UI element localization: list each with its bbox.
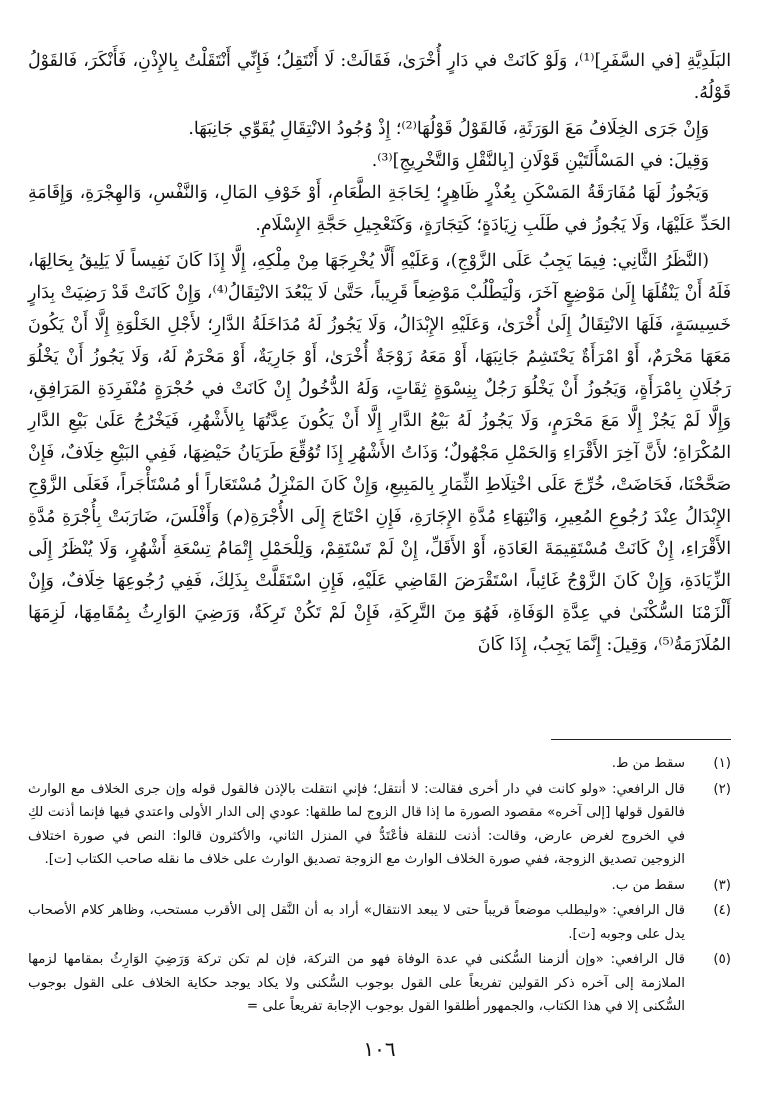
page-number: ١٠٦: [363, 1037, 396, 1061]
footnote-text: قال الرافعي: «ولو كانت في دار أخرى فقالت: لا أنتقل؛ فإني انتقلت بالإذن فالقول قوله وإن جرى الخلاف مع الوارث فالقول قولها [إلى آخره» مقصود الصورة ما إذا قال الزوج لما طلقها: عودي إلى الدار الأولى واعتدي فيها فإنما أذنت لكِ في الخروج لغرض عارض، وقالت: أذنت للنقلة فأعْتَدُّ في المنزل الثاني، والأكثرون قالوا: النص في صورة اختلاف الزوجين تصديق الزوجة، ففي صورة الخلاف الوارث مع الزوجة تصديق الوارث على خلاف ما نقله صاحب الكتاب [ت].: [28, 781, 685, 867]
paragraph-3: وَقِيلَ: في المَسْأَلَتَيْنِ قَوْلَانِ [بِالنَّقْلِ وَالتَّخْرِيجِ]⁽³⁾.: [371, 151, 709, 171]
paragraph-1: البَلَدِيَّةِ [في السَّفَرِ]⁽¹⁾، وَلَوْ كَانَتْ في دَارٍ أُخْرَىٰ، فَقَالَتْ: لَا أَنْتَقِلُ؛ فَإِنِّي أَنْتَقَلْتُ بِالإِذْنِ، فَأَنْكَرَ، فَالقَوْلُ قَوْلُهُ.: [28, 51, 732, 103]
paragraph-5: (النَّظَرُ الثَّانِي: فِيمَا يَجِبُ عَلَى الزَّوْجِ)، وَعَلَيْهِ أَلَّا يُخْرِجَهَا مِنْ مِلْكِهِ، إِلَّا إِذَا كَانَ نَفِيساً لَا يَلِيقُ بِحَالِهَا، فَلَهُ أَنْ يَنْقُلَهَا إِلَىٰ مَوْضِعٍ آخَرَ، وَلْيَطْلُبْ مَوْضِعاً قَرِيباً، حَتَّىٰ لَا يَبْعُدَ الانْتِقَالُ⁽⁴⁾، وَإِنْ كَانَتْ قَدْ رَضِيَتْ بِدَارٍ خَسِيسَةٍ، فَلَهَا الانْتِقَالُ إِلَىٰ أُخْرَىٰ، وَعَلَيْهِ الإِبْدَالُ، وَلَا يَجُوزُ لَهُ مُدَاخَلَةُ الدَّارِ؛ لأَجْلِ الخَلْوَةِ إِلَّا أَنْ يَكُونَ مَعَهَا مَحْرَمٌ، أَوْ امْرَأَةٌ يَحْتَشِمُ جَانِبَهَا، أَوْ مَعَهُ زَوْجَةٌ أُخْرَىٰ، أَوْ جَارِيَةٌ، أَوْ مَحْرَمٌ لَهُ، وَلَا يَجُوزُ أَنْ يَخْلُوَ رَجُلَانِ بِامْرَأَةٍ، وَيَجُوزُ أَنْ يَخْلُوَ رَجُلٌ بِنِسْوَةٍ ثِقَاتٍ، وَلَهُ الدُّخُولُ إِنْ كَانَتْ في حُجْرَةٍ مُنْفَرِدَةِ المَرَافِقِ، وَإِلَّا لَمْ يَجُزْ إِلَّا مَعَ مَحْرَمٍ، وَلَا يَجُوزُ لَهُ بَيْعُ الدَّارِ إِلَّا أَنْ يَكُونَ عِدَّتُهَا بِالأَشْهُرِ، فَيَخْرُجُ عَلَىٰ بَيْعِ الدَّارِ المُكْرَاةِ؛ لأَنَّ آخِرَ الأَقْرَاءِ وَالحَمْلِ مَجْهُولٌ؛ وَذَاتُ الأَشْهُرِ إِذَا تُوُقِّعَ طَرَيَانُ حَيْضِهَا، فَفِي البَيْعِ خِلَافٌ، فَإِنْ صَحَّحْنَا، فَحَاضَتْ، خُرِّجَ عَلَى اخْتِلَاطِ الثِّمَارِ بِالمَبِيعِ، وَإِنْ كَانَ المَنْزِلُ مُسْتَعَاراً أو مُسْتَأْجَراً، فَعَلَى الزَّوْجِ الإِبْدَالُ عِنْدَ رُجُوعِ المُعِيرِ، وَانْتِهَاءِ مُدَّةِ الإِجَارَةِ، فَإِنِ احْتَاجَ إِلَى الأُجْرَةِ(م) وَأَفْلَسَ، ضَارَبَتْ بِأُجْرَةِ مُدَّةِ الأَقْرَاءِ، إِنْ كَانَتْ مُسْتَقِيمَةَ العَادَةِ، أَوْ الأَقَلِّ، إِنْ لَمْ تَسْتَقِمْ، وَلِلْحَمْلِ إِتْمَامُ تِسْعَةِ أَشْهُرٍ، وَلَا يُنْظَرُ إِلَى الزِّيَادَةِ، وَإِنْ كَانَ الزَّوْجُ غَائِباً، اسْتَقْرَضَ القَاضِي عَلَيْهِ، فَإِنِ اسْتَقَلَّتْ بِذَلِكَ، فَفِي رُجُوعِهَا خِلَافٌ، وَإِنْ أَلْزَمْنَا السُّكْنَىٰ في عِدَّةِ الوَفَاةِ، فَهُوَ مِنَ التَّرِكَةِ، فَإِنْ لَمْ تَكُنْ تَرِكَةٌ، وَرَضِيَ الوَارِثُ بِمُقَامِهَا، لَزِمَهَا المُلَازَمَةُ⁽⁵⁾، وَقِيلَ: إِنَّمَا يَجِبُ، إِذَا كَانَ: [28, 251, 731, 655]
paragraph-4: وَيَجُوزُ لَهَا مُفَارَقَةُ المَسْكَنِ بِعُذْرٍ ظَاهِرٍ؛ لِحَاجَةِ الطَّعَامِ، أَوْ خَوْفِ المَالِ، وَالنَّفْسِ، وَالهِجْرَةِ، وَإِقَامَةِ الحَدِّ عَلَيْهَا، وَلَا يَجُوزُ في طَلَبِ زِيَادَةٍ؛ كَتِجَارَةٍ، وَكَتَعْجِيلِ حَجَّةِ الإِسْلَامِ.: [28, 183, 731, 235]
footnote: [28, 752, 731, 776]
footnote-number: (٣): [713, 877, 731, 893]
footnote-number: (٢): [713, 781, 731, 797]
footnote-number: (٤): [713, 903, 731, 918]
footnote-number: (١): [713, 756, 731, 771]
footnote: [28, 948, 731, 1019]
footnote-text: قال الرافعي: «وليطلب موضعاً قريباً حتى لا يبعد الانتقال» أراد به أن النَّقل إلى الأقرب مستحب، وظاهر كلام الأصحاب يدل على وجوبه [ت].: [28, 903, 685, 942]
footnote-number: (٥): [713, 952, 731, 967]
footnote: [28, 874, 731, 898]
footnote-text: قال الرافعي: «وإن ألزمنا السُّكنى في عدة الوفاة فهو من التركة، فإن لم تكن تركة وَرَضِيَ الوَارِثُ بمقامها لزمها الملازمة إلى آخره ذكر القولين تفريعاً على القول بوجوب السُّكنى ولا يكاد يوجد حكاية الخلاف على القول بوجوب السُّكنى إلا في هذا الكتاب، والجمهور أطلقوا القول بوجوب الإجابة تفريعاً على =: [28, 952, 685, 1014]
footnote-text: سقط من ط.: [611, 756, 685, 771]
footnote-text: سقط من ب.: [611, 877, 685, 893]
footnote: [28, 899, 731, 946]
footnote: [28, 778, 731, 872]
paragraph-2: وَإِنْ جَرَى الخِلَافُ مَعَ الوَرَثَةِ، فَالقَوْلُ قَوْلُهَا⁽²⁾؛ إِذْ وُجُودُ الانْتِقَالِ يُقَوِّي جَانِبَهَا.: [188, 119, 709, 139]
footnote-separator: [551, 739, 731, 740]
main-text: [28, 45, 732, 1014]
footnotes: [28, 752, 731, 1021]
